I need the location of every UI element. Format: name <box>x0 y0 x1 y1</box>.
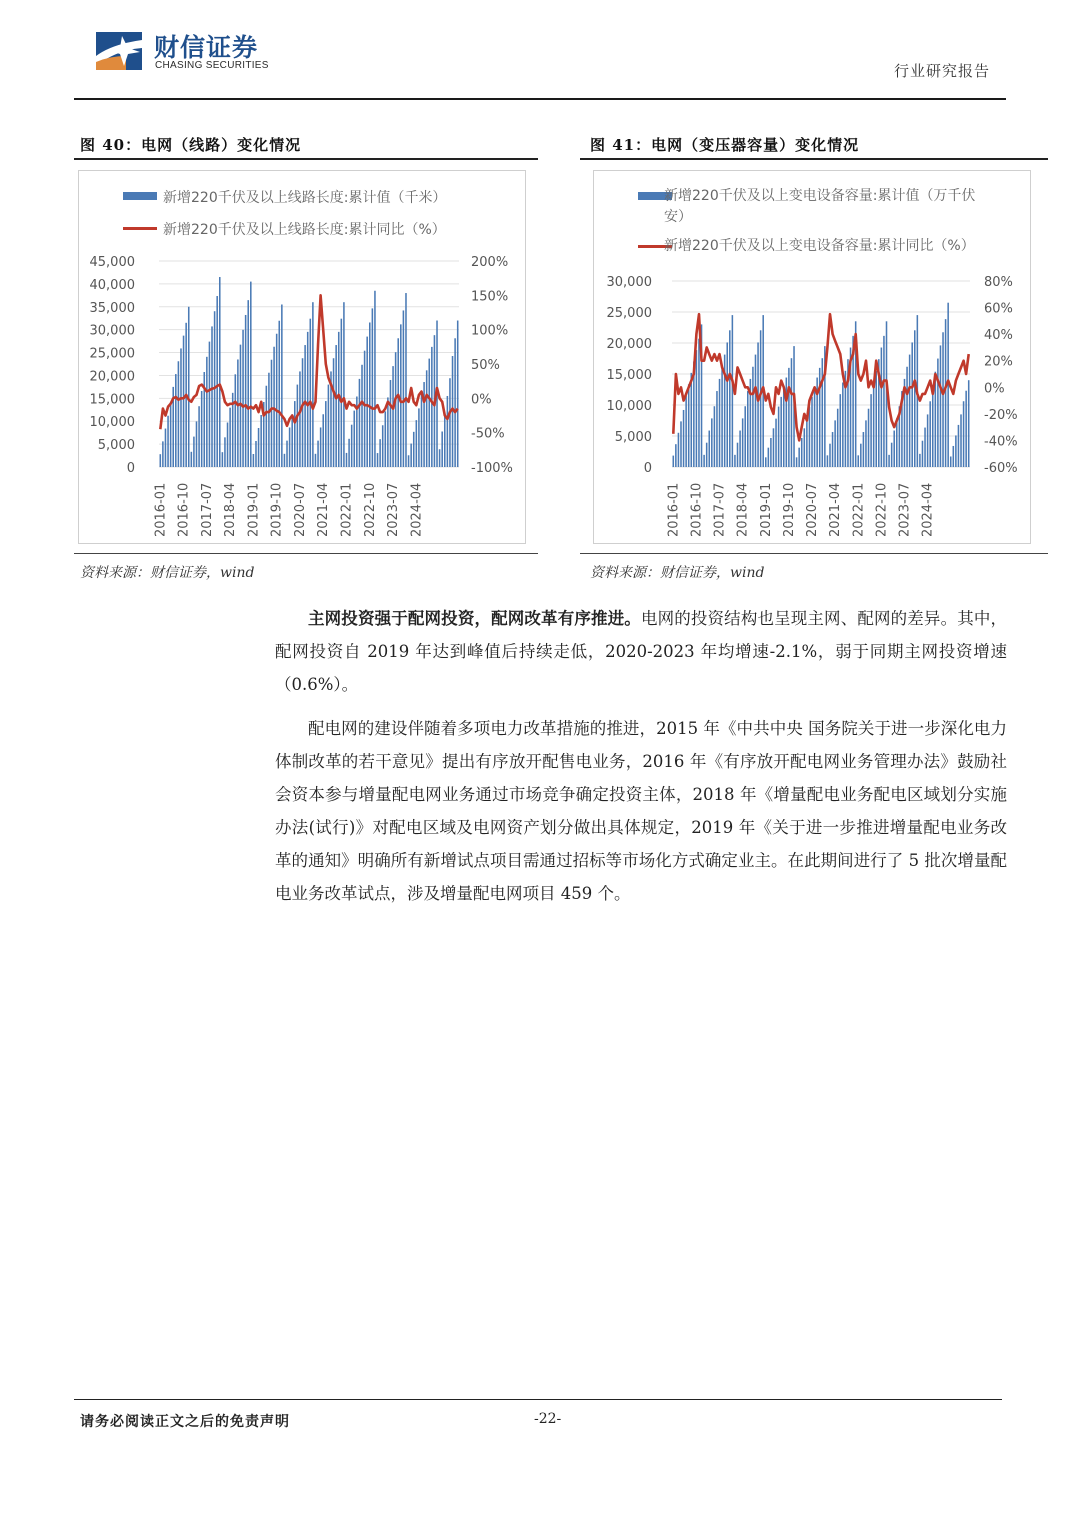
bar <box>348 439 350 467</box>
x-tick: 2023-07 <box>897 482 913 537</box>
brand-name-cn: 财信证券 <box>154 33 259 62</box>
bar <box>307 332 309 467</box>
legend-label-text-0: 新增220千伏及以上变电设备容量:累计值（万千伏安） <box>664 188 976 225</box>
y-left-tick: 20,000 <box>89 369 135 385</box>
bar <box>937 359 939 467</box>
bar <box>364 351 366 467</box>
bar <box>868 409 870 467</box>
bar <box>216 296 218 467</box>
paragraph-1-lead: 主网投资强于配网投资，配网改革有序推进。 <box>308 609 641 628</box>
bar <box>273 347 275 467</box>
bar <box>255 441 257 467</box>
bar <box>387 397 389 467</box>
figure-40-bottom-rule <box>74 553 538 554</box>
x-tick: 2019-10 <box>269 482 285 537</box>
bar <box>888 455 890 467</box>
bar <box>711 418 713 467</box>
bar <box>170 403 172 467</box>
bar <box>372 308 374 467</box>
bar <box>175 374 177 467</box>
legend-bar-swatch <box>123 192 157 200</box>
chart-legend <box>638 186 984 280</box>
bar <box>688 384 690 467</box>
bar <box>773 428 775 467</box>
y-left-tick: 0 <box>126 461 135 476</box>
bar <box>320 427 322 467</box>
bar <box>410 444 412 467</box>
bar <box>896 418 898 467</box>
bar <box>408 455 410 467</box>
bar <box>796 457 798 467</box>
bar <box>260 415 262 467</box>
bar <box>809 407 811 467</box>
bar <box>271 360 273 467</box>
bar <box>906 367 908 467</box>
figure-41-top-rule <box>580 158 1048 160</box>
bar <box>837 409 839 467</box>
x-tick: 2023-07 <box>386 482 402 537</box>
x-tick: 2018-04 <box>223 482 239 537</box>
x-tick: 2019-01 <box>246 482 262 537</box>
bar <box>827 455 829 467</box>
bar <box>299 371 301 467</box>
bar <box>258 428 260 467</box>
y-left-tick: 45,000 <box>89 255 135 270</box>
bar <box>180 348 182 467</box>
bar <box>922 441 924 467</box>
bar <box>863 432 865 467</box>
x-tick: 2022-01 <box>339 482 355 537</box>
bar <box>392 366 394 467</box>
bar <box>333 358 335 467</box>
bar <box>734 455 736 467</box>
bar <box>289 427 291 467</box>
bar <box>211 326 213 467</box>
y-right-tick: -60% <box>984 461 1018 476</box>
x-tick: 2020-07 <box>805 482 821 537</box>
bar <box>454 338 456 467</box>
y-right-tick: 20% <box>984 354 1013 370</box>
footer-divider <box>74 1399 1002 1400</box>
bar <box>822 358 824 467</box>
y-right-tick: -50% <box>471 426 505 442</box>
bar <box>965 391 967 467</box>
disclaimer-note: 请务必阅读正文之后的免责声明 <box>80 1414 290 1430</box>
bar <box>294 401 296 467</box>
bar <box>840 394 842 467</box>
bar <box>873 382 875 467</box>
bar <box>395 352 397 467</box>
bar <box>276 334 278 467</box>
bar <box>680 421 682 467</box>
y-right-tick: -100% <box>471 461 513 476</box>
bar <box>403 310 405 467</box>
bar <box>224 437 226 467</box>
y-right-tick: 80% <box>984 275 1013 290</box>
y-right-tick: -20% <box>984 407 1018 423</box>
bar <box>950 456 952 467</box>
bar <box>744 406 746 467</box>
bar <box>909 355 911 467</box>
bar <box>310 319 312 467</box>
bar <box>343 302 345 467</box>
legend-label-text-1: 新增220千伏及以上变电设备容量:累计同比（%） <box>664 238 975 254</box>
bar <box>328 385 330 467</box>
y-right-tick: 40% <box>984 328 1013 344</box>
bar <box>953 446 955 467</box>
bar <box>706 443 708 467</box>
y-left-tick: 25,000 <box>606 306 652 321</box>
y-left-tick: 15,000 <box>606 368 652 383</box>
y-left-tick: 0 <box>643 461 652 476</box>
bar <box>814 387 816 467</box>
bar <box>914 330 916 467</box>
bar <box>801 438 803 467</box>
x-tick: 2021-04 <box>828 482 844 537</box>
x-tick: 2019-10 <box>781 482 797 537</box>
bar <box>229 408 231 467</box>
bar <box>418 408 420 467</box>
bar <box>162 441 164 467</box>
bar <box>325 401 327 467</box>
bar <box>227 423 229 468</box>
bar <box>178 361 180 467</box>
bar <box>757 342 759 467</box>
bar <box>739 431 741 467</box>
bar <box>719 379 721 467</box>
bar <box>960 414 962 467</box>
bar <box>698 339 700 467</box>
y-left-tick: 5,000 <box>97 438 135 454</box>
bar <box>685 396 687 467</box>
bar-series <box>160 277 459 467</box>
bar <box>691 373 693 467</box>
bar <box>940 345 942 467</box>
bar <box>927 414 929 467</box>
bar <box>374 291 376 467</box>
bar <box>768 448 770 467</box>
bar <box>457 321 459 467</box>
bar <box>883 336 885 467</box>
bar <box>413 432 415 467</box>
bar <box>242 330 244 467</box>
bar <box>703 455 705 467</box>
legend-label-1 <box>664 236 984 280</box>
x-tick: 2016-10 <box>689 482 705 537</box>
legend-line-swatch <box>123 227 157 230</box>
bar <box>219 277 221 467</box>
bar <box>811 397 813 467</box>
y-right-tick: 0% <box>984 381 1005 397</box>
bar <box>737 443 739 467</box>
figure-41-source: 资料来源：财信证券，wind <box>590 565 765 581</box>
bar <box>237 359 239 467</box>
chart-41 <box>594 171 1030 543</box>
bar <box>160 454 162 467</box>
x-tick: 2019-01 <box>758 482 774 537</box>
bar <box>891 443 893 467</box>
bar <box>385 411 387 467</box>
bar <box>732 315 734 467</box>
bar <box>304 345 306 467</box>
bar <box>929 401 931 467</box>
bar <box>397 338 399 467</box>
bar <box>932 385 934 467</box>
bar <box>742 418 744 467</box>
bar <box>449 378 451 467</box>
bar <box>405 293 407 467</box>
bar <box>312 302 314 467</box>
bar <box>780 397 782 467</box>
bar <box>382 425 384 467</box>
x-tick: 2021-04 <box>316 482 332 537</box>
y-left-tick: 10,000 <box>89 415 135 431</box>
bar <box>431 347 433 467</box>
bar <box>266 386 268 467</box>
bar <box>196 421 198 467</box>
chart-legend <box>123 189 446 238</box>
bar <box>353 411 355 467</box>
y-left-tick: 15,000 <box>89 392 135 408</box>
bar <box>834 420 836 467</box>
x-tick: 2022-01 <box>851 482 867 537</box>
bar <box>250 282 252 467</box>
bar <box>716 391 718 467</box>
bar <box>708 431 710 467</box>
bar <box>366 337 368 467</box>
figure-40-title: 图 40：电网（线路）变化情况 <box>80 136 302 154</box>
x-tick: 2016-01 <box>153 482 169 537</box>
report-type: 行业研究报告 <box>893 62 990 80</box>
y-left-tick: 35,000 <box>89 300 135 316</box>
bar <box>297 385 299 467</box>
bar <box>428 359 430 467</box>
bar <box>377 453 379 467</box>
x-tick: 2020-07 <box>292 482 308 537</box>
bar <box>444 414 446 467</box>
bar <box>201 391 203 467</box>
bar <box>268 373 270 467</box>
bar <box>958 425 960 467</box>
bar <box>832 432 834 467</box>
bar <box>798 448 800 467</box>
bar <box>804 428 806 467</box>
bar <box>278 321 280 467</box>
bar <box>829 444 831 467</box>
bar <box>963 401 965 467</box>
bar <box>359 379 361 467</box>
bar <box>441 431 443 467</box>
bar <box>188 307 190 467</box>
y-left-tick: 25,000 <box>89 346 135 362</box>
paragraph-1-text: 电网的投资结构也呈现主网、配网的差异。其中，配网投资自 2019 年达到峰值后持续走低，2020-2023 年均增速-2.1%，弱于同期主网投资增速（0.6%）。 <box>275 609 1008 694</box>
y-left-tick: 10,000 <box>606 399 652 414</box>
bar <box>857 455 859 467</box>
x-tick: 2022-10 <box>874 482 890 537</box>
bar <box>165 429 167 467</box>
bar <box>673 456 675 467</box>
bar <box>247 300 249 467</box>
y-left-tick: 40,000 <box>89 277 135 293</box>
bar <box>788 368 790 467</box>
chart-41-frame <box>593 170 1031 544</box>
y-right-tick: 200% <box>471 255 509 270</box>
y-right-tick: 50% <box>471 358 500 373</box>
bar <box>893 431 895 467</box>
bar <box>439 449 441 467</box>
y-left-tick: 5,000 <box>614 430 652 445</box>
bar <box>726 342 728 467</box>
x-tick: 2022-10 <box>362 482 378 537</box>
bar <box>865 420 867 467</box>
figure-40-top-rule <box>74 158 538 160</box>
x-tick: 2024-04 <box>920 482 936 537</box>
bar <box>755 355 757 467</box>
bar <box>860 444 862 467</box>
y-right-tick: 150% <box>471 289 509 305</box>
bar <box>400 324 402 467</box>
bar <box>806 419 808 467</box>
y-right-tick: 60% <box>984 301 1013 317</box>
bar <box>245 315 247 467</box>
x-tick: 2016-01 <box>666 482 682 537</box>
bar <box>678 433 680 467</box>
bar <box>683 410 685 467</box>
bar <box>729 330 731 467</box>
bar <box>335 345 337 467</box>
bar <box>209 342 211 467</box>
bar <box>714 406 716 467</box>
bar <box>881 348 883 467</box>
chart-40-frame <box>78 170 526 544</box>
bar <box>379 439 381 467</box>
bar <box>361 365 363 467</box>
bar <box>968 380 970 467</box>
bar <box>770 438 772 467</box>
bar <box>752 367 754 467</box>
bar <box>302 358 304 467</box>
bar <box>765 457 767 467</box>
bar <box>253 454 255 467</box>
bar <box>281 304 283 467</box>
figure-41-bottom-rule <box>580 553 1048 554</box>
bar <box>783 387 785 467</box>
bar <box>875 371 877 467</box>
legend-label-0: 新增220千伏及以上线路长度:累计值（千米） <box>163 190 447 206</box>
bar <box>421 394 423 467</box>
y-right-tick: 100% <box>471 323 509 339</box>
chart-40 <box>79 171 525 543</box>
figure-41-title: 图 41：电网（变压器容量）变化情况 <box>590 136 860 154</box>
bar <box>945 319 947 467</box>
bar <box>416 420 418 467</box>
paragraph-1 <box>275 602 1007 701</box>
bar <box>919 454 921 467</box>
x-tick: 2018-04 <box>735 482 751 537</box>
bar <box>206 357 208 467</box>
bar <box>369 322 371 467</box>
bar <box>911 342 913 467</box>
x-tick: 2024-04 <box>409 482 425 537</box>
bar <box>317 441 319 467</box>
bar <box>775 419 777 467</box>
bar <box>696 350 698 467</box>
y-right-tick: 0% <box>471 392 492 408</box>
bar <box>924 428 926 467</box>
y-left-tick: 20,000 <box>606 337 652 352</box>
bar <box>778 407 780 467</box>
bar <box>291 414 293 467</box>
page-number: -22- <box>534 1411 562 1427</box>
bar <box>341 319 343 467</box>
bar <box>346 453 348 467</box>
bar <box>351 425 353 467</box>
legend-label-0 <box>664 186 984 230</box>
bar <box>942 332 944 467</box>
bar <box>198 406 200 467</box>
bar <box>284 454 286 467</box>
bar <box>193 437 195 467</box>
bar <box>235 374 237 467</box>
bar <box>191 452 193 467</box>
brand-logo-icon <box>92 26 148 76</box>
figure-40-source: 资料来源：财信证券，wind <box>80 565 255 581</box>
bar <box>222 452 224 467</box>
brand-name-en: CHASING SECURITIES <box>155 60 269 71</box>
bar <box>286 441 288 467</box>
header-divider <box>74 98 1006 100</box>
bar <box>183 336 185 467</box>
bar <box>955 435 957 467</box>
bar <box>721 367 723 467</box>
bar <box>167 416 169 467</box>
bar <box>675 444 677 467</box>
bar <box>447 396 449 467</box>
x-tick: 2017-07 <box>199 482 215 537</box>
bar <box>315 454 317 467</box>
y-left-tick: 30,000 <box>89 323 135 339</box>
bar <box>870 394 872 467</box>
y-left-tick: 30,000 <box>606 275 652 290</box>
bar <box>322 414 324 467</box>
bar <box>426 370 428 467</box>
bar <box>747 391 749 467</box>
x-tick: 2016-10 <box>176 482 192 537</box>
bar <box>791 358 793 467</box>
y-right-tick: -40% <box>984 434 1018 450</box>
legend-label-1: 新增220千伏及以上线路长度:累计同比（%） <box>163 222 446 238</box>
paragraph-2: 配电网的建设伴随着多项电力改革措施的推进，2015 年《中共中央 国务院关于进一步深化电力体制改革的若干意见》提出有序放开配售电业务，2016 年《有序放开配电网业务管理办法》鼓励社会资本参与增量配电网业务通过市场竞争确定投资主体，2018 年《增量配电业务配电区域划分实施办法(试行)》对配电区域及电网资产划分做出具体规定，2019 年《关于进一步推进增量配电业务改革的通知》明确所有新增试点项目需通过招标等市场化方式确定业主。在此期间进行了 5 批次增量配电业务改革试点，涉及增量配电网项目 459 个。 <box>275 719 1007 903</box>
bar <box>842 382 844 467</box>
bar <box>390 380 392 467</box>
x-tick: 2017-07 <box>712 482 728 537</box>
